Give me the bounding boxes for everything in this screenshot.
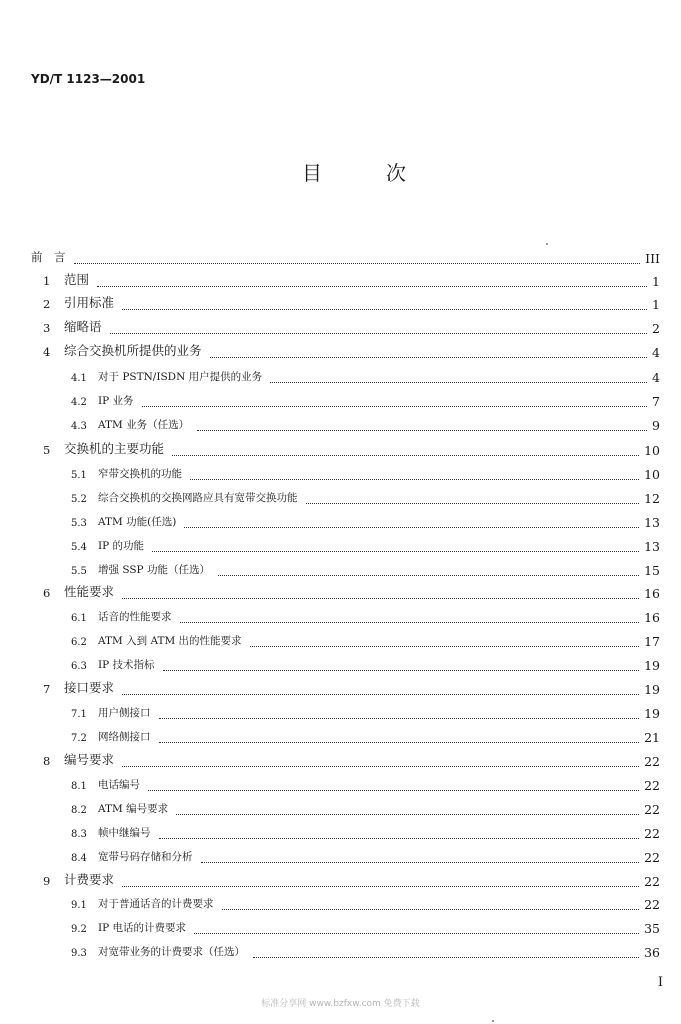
- toc-entry-label: ATM 编号要求: [98, 803, 169, 815]
- toc-entry-label: 范围: [64, 272, 90, 287]
- toc-entry-number: 7.1: [71, 709, 87, 720]
- toc-entry-number: 8: [43, 754, 51, 768]
- toc-entry-number: 9.2: [71, 924, 87, 935]
- toc-leader-dots: [201, 862, 639, 863]
- toc-entry-label: ATM 功能(任选): [98, 516, 177, 528]
- toc-entry-page: 16: [644, 610, 660, 625]
- toc-leader-dots: [74, 263, 640, 264]
- toc-entry-label: 缩略语: [64, 319, 102, 334]
- scan-speck: [492, 1020, 494, 1022]
- toc-entry: [0, 343, 681, 361]
- toc-leader-dots: [176, 814, 639, 815]
- toc-entry-number: 9: [43, 874, 51, 888]
- toc-entry-number: 8.4: [71, 853, 87, 864]
- toc-entry-number: 4.1: [71, 373, 87, 384]
- toc-entry: [0, 249, 681, 267]
- toc-entry-page: 22: [644, 754, 660, 769]
- toc-entry-number: 6: [43, 586, 51, 600]
- toc-entry-page: 13: [644, 515, 660, 530]
- toc-entry: [0, 489, 681, 507]
- toc-entry-page: III: [645, 251, 660, 266]
- toc-entry-number: 8.2: [71, 805, 87, 816]
- toc-entry: [0, 295, 681, 313]
- toc-entry-label: 性能要求: [64, 584, 115, 599]
- toc-leader-dots: [184, 527, 639, 528]
- toc-entry-number: 7: [43, 682, 51, 696]
- toc-entry: [0, 824, 681, 842]
- toc-entry: [0, 632, 681, 650]
- toc-entry: [0, 776, 681, 794]
- toc-entry-number: 2: [43, 297, 51, 311]
- toc-entry-number: 前 言: [31, 250, 66, 264]
- toc-entry: [0, 608, 681, 626]
- toc-leader-dots: [122, 309, 647, 310]
- toc-entry-page: 16: [644, 586, 660, 601]
- toc-leader-dots: [122, 694, 639, 695]
- toc-leader-dots: [253, 957, 639, 958]
- toc-entry-label: 窄带交换机的功能: [98, 468, 182, 480]
- toc-leader-dots: [122, 766, 639, 767]
- toc-entry-page: 9: [652, 418, 660, 433]
- toc-entry-label: 帧中继编号: [98, 827, 151, 839]
- toc-entry-label: 综合交换机所提供的业务: [64, 343, 202, 358]
- toc-entry-page: 7: [652, 394, 660, 409]
- toc-entry: [0, 368, 681, 386]
- toc-leader-dots: [222, 909, 639, 910]
- toc-leader-dots: [250, 646, 639, 647]
- toc-leader-dots: [270, 382, 647, 383]
- toc-leader-dots: [172, 455, 639, 456]
- toc-leader-dots: [306, 503, 639, 504]
- toc-entry-page: 22: [644, 850, 660, 865]
- toc-entry-label: 引用标准: [64, 295, 115, 310]
- toc-leader-dots: [159, 718, 639, 719]
- toc-entry: [0, 319, 681, 337]
- toc-leader-dots: [194, 933, 639, 934]
- toc-entry: [0, 752, 681, 770]
- toc-entry-page: 19: [644, 658, 660, 673]
- toc-entry-label: IP 技术指标: [98, 659, 155, 671]
- toc-entry-number: 5.3: [71, 518, 87, 529]
- toc-entry-number: 4.2: [71, 397, 87, 408]
- toc-entry-label: 增强 SSP 功能（任选）: [98, 564, 210, 576]
- toc-leader-dots: [163, 670, 639, 671]
- toc-entry-number: 7.2: [71, 733, 87, 744]
- toc-entry-page: 2: [652, 321, 660, 336]
- toc-entry: [0, 584, 681, 602]
- toc-entry-number: 9.3: [71, 948, 87, 959]
- toc-leader-dots: [210, 357, 647, 358]
- toc-entry-number: 4: [43, 345, 51, 359]
- toc-leader-dots: [110, 333, 647, 334]
- toc-entry-number: 5: [43, 443, 51, 457]
- toc-leader-dots: [218, 575, 639, 576]
- title-char-2: 次: [386, 161, 406, 185]
- toc-entry-label: ATM 入到 ATM 出的性能要求: [98, 635, 242, 647]
- toc-entry-page: 1: [652, 297, 660, 312]
- watermark: 标准分享网 www.bzfxw.com 免费下载: [261, 999, 420, 1009]
- toc-entry-page: 19: [644, 682, 660, 697]
- toc-leader-dots: [159, 838, 639, 839]
- toc-entry: [0, 441, 681, 459]
- toc-entry-page: 21: [644, 730, 660, 745]
- toc-entry: [0, 465, 681, 483]
- page-number: I: [657, 975, 663, 990]
- toc-entry-number: 5.5: [71, 566, 87, 577]
- toc-entry-label: 接口要求: [64, 680, 115, 695]
- toc-entry-number: 4.3: [71, 421, 87, 432]
- toc-entry: [0, 704, 681, 722]
- toc-entry: [0, 872, 681, 890]
- toc-entry-page: 19: [644, 706, 660, 721]
- toc-entry-number: 6.2: [71, 637, 87, 648]
- toc-entry-page: 22: [644, 897, 660, 912]
- toc-entry-page: 12: [644, 491, 660, 506]
- toc-entry: [0, 392, 681, 410]
- toc-entry-page: 22: [644, 802, 660, 817]
- toc-leader-dots: [190, 479, 639, 480]
- toc-leader-dots: [122, 886, 639, 887]
- toc-entry-page: 35: [644, 921, 660, 936]
- toc-entry-label: 用户侧接口: [98, 707, 151, 719]
- toc-entry: [0, 680, 681, 698]
- toc-entry-label: IP 电话的计费要求: [98, 922, 187, 934]
- toc-entry: [0, 537, 681, 555]
- toc-entry-number: 5.2: [71, 494, 87, 505]
- toc-leader-dots: [197, 430, 647, 431]
- toc-entry-page: 13: [644, 539, 660, 554]
- toc-entry-number: 1: [43, 274, 51, 288]
- toc-entry-page: 22: [644, 778, 660, 793]
- toc-entry-label: 编号要求: [64, 752, 115, 767]
- toc-entry-label: 对宽带业务的计费要求（任选）: [98, 946, 245, 958]
- toc-entry-number: 8.3: [71, 829, 87, 840]
- toc-entry-number: 5.4: [71, 542, 87, 553]
- title-char-1: 目: [302, 161, 322, 185]
- toc-entry: [0, 800, 681, 818]
- toc-entry: [0, 848, 681, 866]
- scan-speck: [546, 243, 548, 245]
- toc-entry-page: 15: [644, 563, 660, 578]
- toc-entry-page: 22: [644, 874, 660, 889]
- toc-entry-page: 4: [652, 345, 660, 360]
- toc-leader-dots: [180, 622, 639, 623]
- toc-entry-page: 4: [652, 370, 660, 385]
- toc-entry: [0, 919, 681, 937]
- toc-entry-label: 电话编号: [98, 779, 140, 791]
- toc-entry: [0, 272, 681, 290]
- toc-entry-label: 综合交换机的交换网路应具有宽带交换功能: [98, 492, 298, 504]
- toc-entry-number: 8.1: [71, 781, 87, 792]
- toc-entry: [0, 656, 681, 674]
- toc-entry-label: 计费要求: [64, 872, 115, 887]
- toc-entry-label: 交换机的主要功能: [64, 441, 165, 456]
- toc-leader-dots: [142, 406, 647, 407]
- toc-entry-number: 6.3: [71, 661, 87, 672]
- toc-entry-page: 36: [644, 945, 660, 960]
- toc-leader-dots: [148, 790, 639, 791]
- toc-entry: [0, 895, 681, 913]
- document-code: YD/T 1123—2001: [31, 72, 146, 86]
- toc-entry-page: 10: [644, 443, 660, 458]
- toc-entry-label: 对于 PSTN/ISDN 用户提供的业务: [98, 371, 263, 383]
- toc-entry: [0, 513, 681, 531]
- toc-entry: [0, 416, 681, 434]
- toc-entry-label: 对于普通话音的计费要求: [98, 898, 214, 910]
- toc-leader-dots: [152, 551, 639, 552]
- toc-entry: [0, 728, 681, 746]
- toc-leader-dots: [122, 598, 639, 599]
- toc-entry-page: 17: [644, 634, 660, 649]
- toc-entry-label: ATM 业务（任选）: [98, 419, 190, 431]
- toc-leader-dots: [97, 286, 647, 287]
- toc-entry-number: 9.1: [71, 900, 87, 911]
- toc-leader-dots: [159, 742, 639, 743]
- toc-entry: [0, 561, 681, 579]
- toc-entry-number: 5.1: [71, 470, 87, 481]
- toc-entry-label: 网络侧接口: [98, 731, 151, 743]
- toc-entry-page: 10: [644, 467, 660, 482]
- toc-entry: [0, 943, 681, 961]
- toc-entry-label: 宽带号码存储和分析: [98, 851, 193, 863]
- toc-entry-number: 3: [43, 321, 51, 335]
- toc-entry-label: IP 业务: [98, 395, 134, 407]
- toc-entry-number: 6.1: [71, 613, 87, 624]
- toc-entry-label: 话音的性能要求: [98, 611, 172, 623]
- toc-entry-label: IP 的功能: [98, 540, 145, 552]
- toc-entry-page: 1: [652, 274, 660, 289]
- toc-entry-page: 22: [644, 826, 660, 841]
